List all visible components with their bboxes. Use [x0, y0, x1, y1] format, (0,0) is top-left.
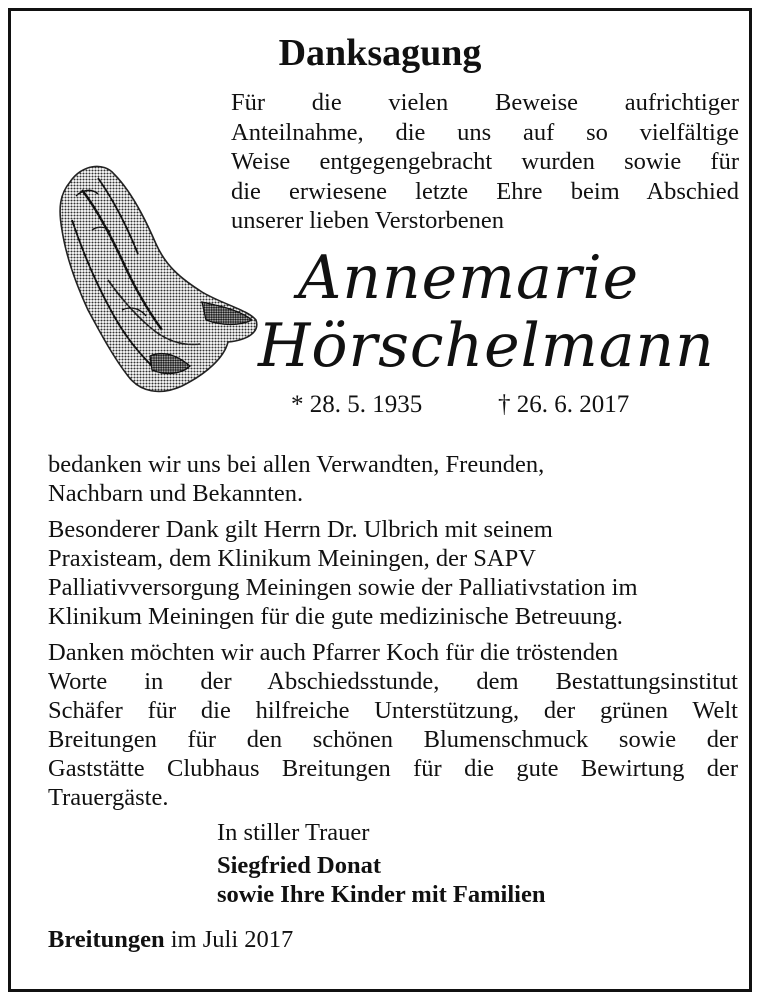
thanks-paragraph [48, 450, 738, 508]
thanks-paragraph [48, 638, 738, 812]
intro-line: Weise entgegengebracht wurden sowie für [231, 148, 739, 175]
intro-line: Anteilnahme, die uns auf so vielfältige [231, 118, 739, 146]
praying-hands-icon [52, 160, 262, 400]
intro-line: Für die vielen Beweise aufrichtiger [231, 89, 739, 116]
closing-date: im Juli 2017 [170, 926, 294, 953]
text-line: Nachbarn und Bekannten. [48, 480, 304, 507]
notice-title: Danksagung [278, 32, 482, 74]
text-line: Worte in der Abschiedsstunde, dem Bestattungsinstitut [48, 668, 738, 695]
signoff-name: Siegfried Donat [217, 852, 381, 879]
text-line: Palliativversorgung Meiningen sowie der Palliativstation im [48, 574, 638, 601]
death-date: † 26. 6. 2017 [498, 391, 630, 418]
text-line: Praxisteam, dem Klinikum Meiningen, der SAPV [48, 545, 536, 572]
signoff-block [217, 818, 545, 909]
text-line: Besonderer Dank gilt Herrn Dr. Ulbrich mit seinem [48, 516, 553, 543]
text-line: Breitungen für den schönen Blumenschmuck sowie der [48, 726, 738, 753]
closing-line [48, 925, 293, 954]
deceased-first-name: Annemarie [298, 243, 640, 313]
closing-place: Breitungen [48, 926, 165, 953]
text-line: Trauergäste. [48, 784, 169, 811]
signoff-intro: In stiller Trauer [217, 819, 370, 846]
thanks-paragraph [48, 515, 738, 631]
deceased-last-name: Hörschelmann [258, 311, 715, 381]
intro-line: unserer lieben Verstorbenen [231, 207, 505, 234]
signoff-family: sowie Ihre Kinder mit Familien [217, 881, 546, 908]
text-line: Danken möchten wir auch Pfarrer Koch für die tröstenden [48, 639, 619, 666]
text-line: Klinikum Meiningen für die gute medizinische Betreuung. [48, 603, 623, 630]
text-line: Gaststätte Clubhaus Breitungen für die gute Bewirtung der [48, 755, 738, 782]
intro-text [231, 88, 739, 236]
intro-line: die erwiesene letzte Ehre beim Abschied [231, 177, 739, 205]
thanks-body [48, 450, 738, 819]
birth-date: * 28. 5. 1935 [291, 391, 423, 418]
text-line: Schäfer für die hilfreiche Unterstützung, der grünen Welt [48, 697, 738, 724]
text-line: bedanken wir uns bei allen Verwandten, Freunden, [48, 451, 545, 478]
